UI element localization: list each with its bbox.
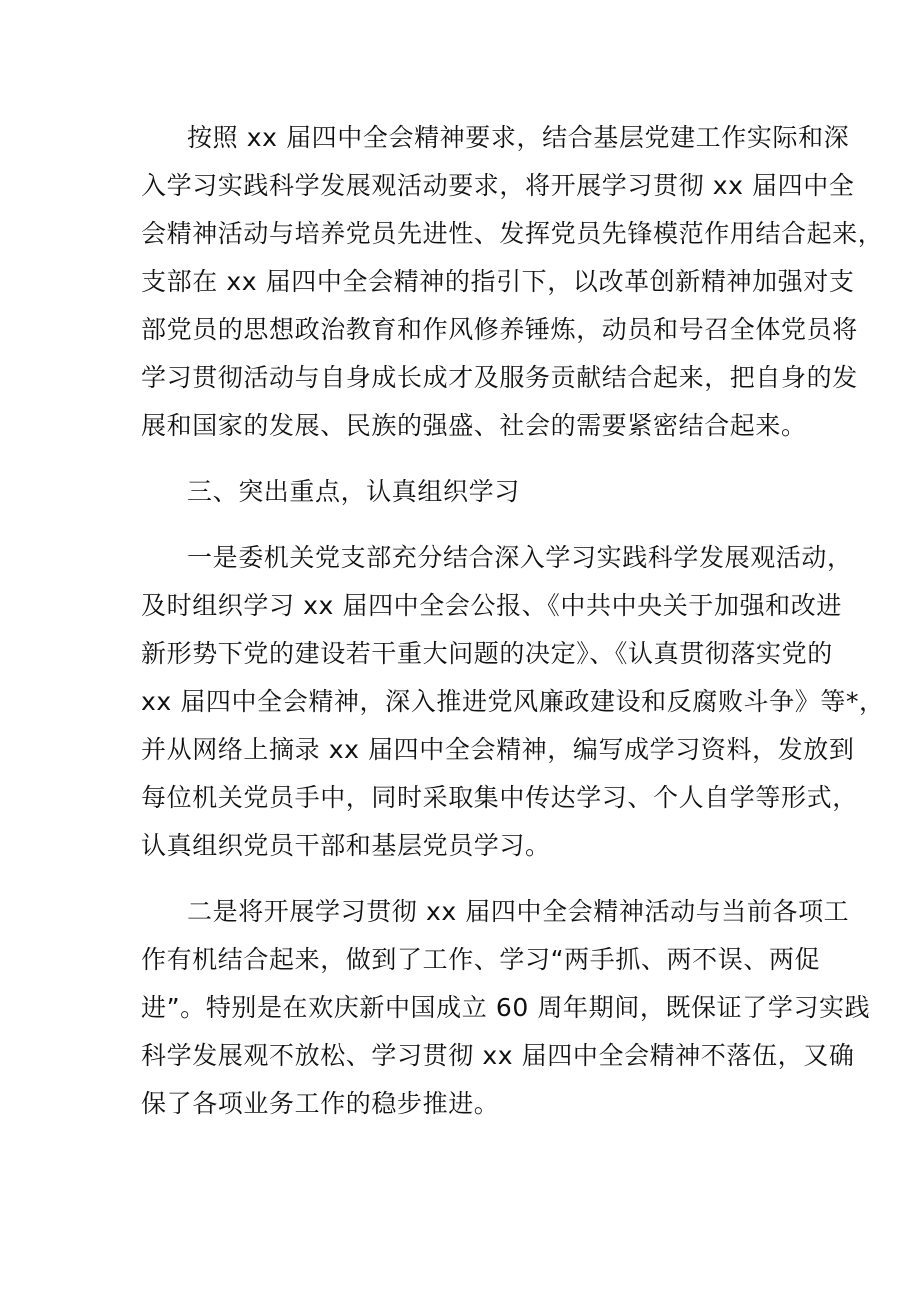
paragraph-line: 认真组织党员干部和基层党员学习。	[141, 831, 551, 860]
paragraph-line: 一是委机关党支部充分结合深入学习实践科学发展观活动，	[187, 543, 853, 572]
paragraph-line: 入学习实践科学发展观活动要求，将开展学习贯彻 xx 届四中全	[141, 171, 855, 200]
paragraph-line: xx 届四中全会精神，深入推进党风廉政建设和反腐败斗争》等*，	[141, 687, 885, 716]
paragraph-line: 及时组织学习 xx 届四中全会公报、《中共中央关于加强和改进	[141, 591, 842, 620]
paragraph-line: 新形势下党的建设若干重大问题的决定》、《认真贯彻落实党的	[141, 639, 833, 668]
paragraph-line: 学习贯彻活动与自身成长成才及服务贡献结合起来，把自身的发	[141, 363, 858, 392]
paragraph-line: 会精神活动与培养党员先进性、发挥党员先锋模范作用结合起来，	[141, 219, 884, 248]
paragraph-line: 支部在 xx 届四中全会精神的指引下，以改革创新精神加强对支	[141, 267, 855, 296]
paragraph-line: 进”。特别是在欢庆新中国成立 60 周年期间，既保证了学习实践	[141, 993, 871, 1022]
paragraph-line: 并从网络上摘录 xx 届四中全会精神，编写成学习资料，发放到	[141, 735, 855, 764]
paragraph-line: 按照 xx 届四中全会精神要求，结合基层党建工作实际和深	[187, 123, 850, 152]
paragraph-line: 每位机关党员手中，同时采取集中传达学习、个人自学等形式，	[141, 783, 858, 812]
paragraph-line: 部党员的思想政治教育和作风修养锤炼，动员和号召全体党员将	[141, 315, 858, 344]
paragraph-line: 展和国家的发展、民族的强盛、社会的需要紧密结合起来。	[141, 411, 807, 440]
paragraph-line: 二是将开展学习贯彻 xx 届四中全会精神活动与当前各项工	[187, 897, 850, 926]
paragraph-line: 作有机结合起来，做到了工作、学习“两手抓、两不误、两促	[141, 945, 821, 974]
section-heading: 三、突出重点，认真组织学习	[187, 477, 520, 506]
paragraph-line: 科学发展观不放松、学习贯彻 xx 届四中全会精神不落伍，又确	[141, 1041, 855, 1070]
paragraph-line: 保了各项业务工作的稳步推进。	[141, 1089, 500, 1118]
